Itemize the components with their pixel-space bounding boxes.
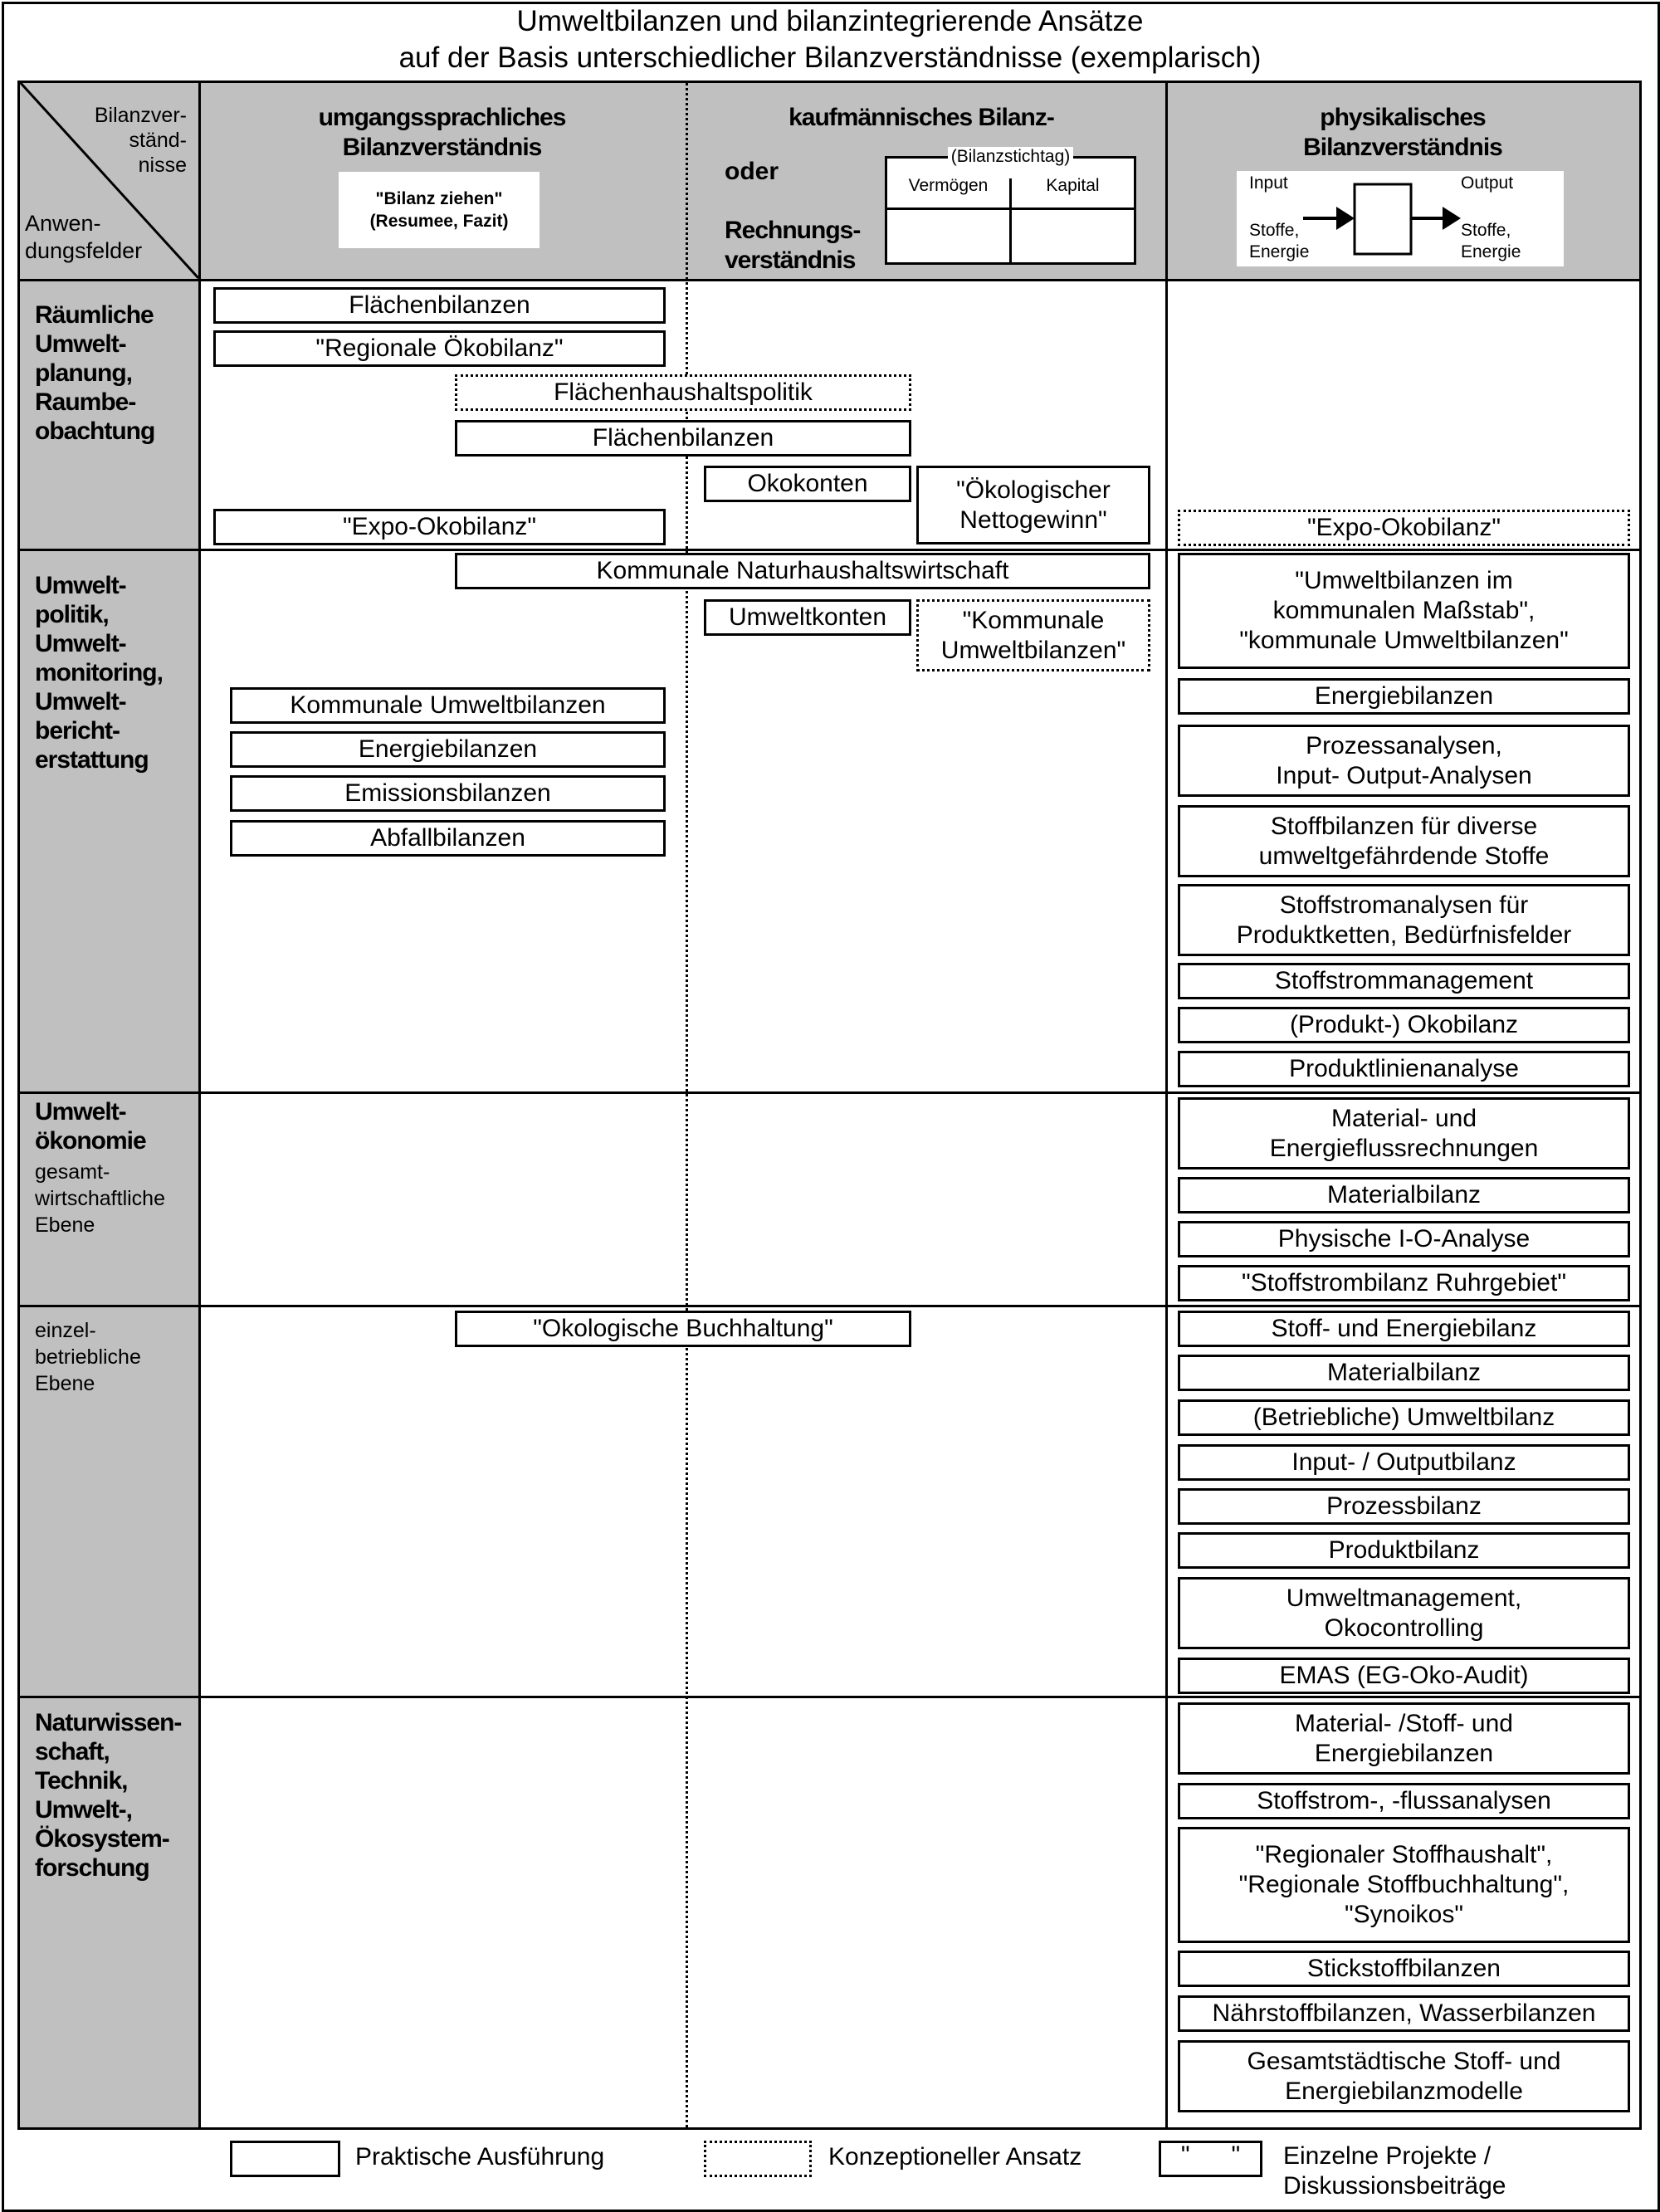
box-text-line: Prozessbilanz	[1326, 1492, 1482, 1520]
legend-quotes-line: Einzelne Projekte /	[1283, 2142, 1492, 2170]
box-text-line: Abfallbilanzen	[370, 824, 525, 852]
box-text-line: umweltgefährdende Stoffe	[1258, 842, 1550, 870]
box-materialbilanz-betrieb	[1178, 1355, 1630, 1391]
box-text-line: Materialbilanz	[1326, 1181, 1482, 1209]
row-label-line: Naturwissen-	[35, 1709, 182, 1736]
box-text-line: Energieflussrechnungen	[1269, 1134, 1539, 1162]
box-regionaler-stoffhaushalt	[1178, 1827, 1630, 1943]
row-label-line: bericht-	[35, 717, 120, 745]
output-stoffe-line: Stoffe,	[1461, 221, 1511, 240]
row-sub-gesamtwirtschaftlich	[35, 1159, 165, 1238]
box-energiebilanzen-left	[230, 731, 666, 768]
row-label-line: Umwelt-	[35, 1098, 126, 1126]
row-label-umweltoekonomie	[35, 1097, 146, 1155]
row-label-line: monitoring,	[35, 659, 163, 686]
row-sub-line: einzel-	[35, 1319, 96, 1342]
row-label-line: Raumbe-	[35, 388, 136, 416]
table-right-line	[1639, 81, 1642, 2130]
box-text-line: "Umweltbilanzen im	[1295, 567, 1513, 594]
process-input-stoffe	[1249, 220, 1309, 263]
box-text-line: Energiebilanzen	[358, 735, 538, 763]
output-stoffe-line: Energie	[1461, 242, 1521, 261]
title-line-1: Umweltbilanzen und bilanzintegrierende Ansätze	[516, 5, 1144, 37]
column-divider-physical	[1165, 81, 1168, 2130]
box-expo-okobilanz-dotted	[1178, 510, 1630, 546]
box-produkt-okobilanz	[1178, 1007, 1630, 1043]
col3-title-line: physikalisches	[1320, 104, 1486, 131]
box-stoffbilanzen	[1178, 805, 1630, 877]
row-label-line: planung,	[35, 359, 132, 387]
corner-bottom-line: dungsfelder	[25, 238, 143, 263]
row-label-line: Räumliche	[35, 301, 154, 329]
row-label-line: erstattung	[35, 746, 149, 774]
row-label-line: Technik,	[35, 1767, 128, 1795]
box-umweltbilanzen-kommunal	[1178, 553, 1630, 669]
col1-title-line: Bilanzverständnis	[342, 134, 542, 161]
box-text-line: "Regionaler Stoffhaushalt",	[1255, 1841, 1553, 1868]
row-label-line: politik,	[35, 601, 109, 628]
col1-note-box	[339, 172, 540, 248]
title-line-2: auf der Basis unterschiedlicher Bilanzverständnisse (exemplarisch)	[398, 42, 1262, 74]
row-sub-line: betriebliche	[35, 1345, 141, 1369]
legend-quotes-label	[1283, 2141, 1506, 2201]
box-oekologischer-nettogewinn	[916, 466, 1150, 544]
box-kommunale-naturhaushaltswirtschaft	[455, 553, 1150, 589]
stichtag-label: (Bilanzstichtag)	[948, 147, 1074, 166]
box-text-line: Produktketten, Bedürfnisfelder	[1236, 920, 1572, 949]
box-stoff-energiebilanz	[1178, 1311, 1630, 1347]
corner-bottom-line: Anwen-	[25, 211, 101, 236]
box-text-line: (Betriebliche) Umweltbilanz	[1252, 1404, 1555, 1431]
box-flaechenbilanzen-2	[455, 420, 911, 457]
row-label-naturwissenschaft	[35, 1708, 181, 1882]
box-text-line: Umweltkonten	[728, 603, 887, 631]
input-stoffe-line: Energie	[1249, 242, 1310, 261]
box-okokonten	[704, 466, 911, 502]
box-text-line: Input- Output-Analysen	[1276, 761, 1532, 789]
box-text-line: Okokonten	[747, 470, 868, 497]
row-sub-einzelbetrieblich	[35, 1317, 141, 1397]
box-text-line: Physische I-O-Analyse	[1277, 1225, 1531, 1252]
box-text-line: Kommunale Naturhaushaltswirtschaft	[596, 557, 1009, 584]
box-text-line: (Produkt-) Okobilanz	[1289, 1011, 1519, 1038]
box-stickstoffbilanzen	[1178, 1951, 1630, 1987]
box-text-line: Nettogewinn"	[959, 505, 1107, 534]
box-text-line: EMAS (EG-Oko-Audit)	[1279, 1662, 1529, 1689]
t-account-stichtag	[885, 147, 1136, 167]
col3-header-title	[1212, 103, 1594, 163]
box-okologische-buchhaltung	[455, 1311, 911, 1347]
box-emissionsbilanzen	[230, 775, 666, 812]
box-text-line: Material- /Stoff- und	[1295, 1709, 1513, 1737]
row-label-line: Umwelt-	[35, 630, 126, 657]
row-label-line: Umwelt-	[35, 330, 126, 358]
box-input-outputbilanz	[1178, 1444, 1630, 1481]
box-abfallbilanzen	[230, 820, 666, 857]
box-energiebilanzen-right	[1178, 678, 1630, 715]
box-flaechenbilanzen	[213, 287, 666, 324]
row-label-line: schaft,	[35, 1738, 110, 1765]
box-text-line: Flächenhaushaltspolitik	[554, 378, 813, 406]
box-text-line: "Regionale Ökobilanz"	[315, 334, 564, 362]
row-label-umweltpolitik	[35, 571, 163, 774]
box-text-line: Input- / Outputbilanz	[1291, 1448, 1516, 1476]
box-text-line: Produktlinienanalyse	[1289, 1055, 1519, 1082]
box-umweltkonten	[704, 599, 911, 636]
box-produktlinienanalyse	[1178, 1051, 1630, 1087]
box-text-line: "Kommunale	[962, 606, 1105, 634]
table-bottom-line	[18, 2127, 1641, 2130]
input-stoffe-line: Stoffe,	[1249, 221, 1300, 240]
box-text-line: "Ökologischer	[956, 476, 1111, 504]
box-prozessbilanz	[1178, 1488, 1630, 1525]
box-naehrstoffbilanzen	[1178, 1995, 1630, 2032]
row-label-line: Umwelt-,	[35, 1796, 133, 1824]
box-text-line: Emissionsbilanzen	[344, 779, 551, 807]
box-text-line: Energiebilanzmodelle	[1285, 2077, 1523, 2105]
box-text-line: Energiebilanzen	[1314, 1739, 1494, 1767]
process-output-label: Output	[1461, 173, 1514, 193]
box-text-line: "Regionale Stoffbuchhaltung",	[1238, 1871, 1570, 1898]
box-text-line: Produktbilanz	[1328, 1536, 1480, 1564]
box-text-line: Flächenbilanzen	[592, 424, 774, 452]
legend-solid-label: Praktische Ausführung	[355, 2143, 605, 2170]
col1-note-line: "Bilanz ziehen"	[375, 189, 503, 208]
t-account-kapital: Kapital	[1046, 176, 1100, 195]
legend-quotes-swatch: " "	[1159, 2141, 1262, 2177]
process-flow-diagram	[1303, 178, 1469, 261]
box-stoffstrommanagement	[1178, 963, 1630, 999]
box-text-line: "Synoikos"	[1344, 1901, 1464, 1928]
box-text-line: Kommunale Umweltbilanzen	[290, 691, 606, 719]
col2-rechnung-label	[725, 216, 860, 276]
row-separator-4	[18, 1696, 1641, 1698]
row-sub-line: Ebene	[35, 1213, 95, 1237]
box-kommunale-umweltbilanzen-dotted	[916, 599, 1150, 671]
box-text-line: Umweltmanagement,	[1286, 1584, 1522, 1612]
col2-rechnung-line: Rechnungs-	[725, 217, 861, 244]
row-separator-2	[18, 1091, 1641, 1094]
box-text-line: Nährstoffbilanzen, Wasserbilanzen	[1212, 2000, 1596, 2027]
box-expo-okobilanz	[213, 509, 666, 545]
box-text-line: "Expo-Okobilanz"	[342, 513, 537, 540]
row-label-line: ökonomie	[35, 1127, 146, 1155]
box-text-line: Umweltbilanzen"	[940, 636, 1126, 664]
box-regionale-oekobilanz	[213, 330, 666, 367]
row-label-line: Umwelt-	[35, 688, 126, 715]
box-text-line: Okocontrolling	[1324, 1614, 1484, 1642]
box-stoffstromanalysen	[1178, 884, 1630, 956]
box-text-line: Stoffstrom-, -flussanalysen	[1257, 1787, 1551, 1814]
box-emas	[1178, 1658, 1630, 1694]
process-output-stoffe	[1461, 220, 1521, 263]
row-separator-1	[18, 549, 1641, 551]
col1-header-title	[249, 103, 635, 163]
box-produktbilanz	[1178, 1532, 1630, 1569]
box-kommunale-umweltbilanzen	[230, 687, 666, 724]
legend-dotted-label: Konzeptioneller Ansatz	[828, 2143, 1082, 2170]
col2-rechnung-line: verständnis	[725, 247, 856, 274]
box-prozessanalysen	[1178, 725, 1630, 797]
box-text-line: Materialbilanz	[1326, 1359, 1482, 1386]
process-input-label: Input	[1249, 173, 1288, 193]
box-text-line: Material- und	[1330, 1104, 1477, 1132]
box-text-line: Stoff- und Energiebilanz	[1271, 1315, 1537, 1342]
row-label-line: Umwelt-	[35, 572, 126, 599]
box-betriebliche-umweltbilanz	[1178, 1399, 1630, 1436]
corner-top-line: Bilanzver-	[94, 104, 187, 127]
box-material-energieflussrechnungen	[1178, 1097, 1630, 1169]
box-text-line: Stickstoffbilanzen	[1307, 1955, 1501, 1982]
col2-oder-label: oder	[725, 158, 779, 185]
box-text-line: "kommunale Umweltbilanzen"	[1239, 627, 1569, 654]
corner-bottom-label	[25, 210, 142, 265]
row-sub-line: gesamt-	[35, 1160, 110, 1184]
row-sub-line: wirtschaftliche	[35, 1187, 165, 1210]
t-account-vermoegen: Vermögen	[908, 176, 989, 195]
box-physische-io-analyse	[1178, 1221, 1630, 1257]
row-label-raumplanung	[35, 300, 154, 446]
col2-header-title: kaufmännisches Bilanz-	[788, 104, 1054, 131]
box-text-line: Prozessanalysen,	[1306, 731, 1502, 759]
box-stoffstrombilanz-ruhrgebiet	[1178, 1265, 1630, 1301]
legend-dotted-swatch	[704, 2141, 812, 2177]
box-text-line: "Expo-Okobilanz"	[1306, 514, 1501, 541]
table-top-line	[18, 81, 1641, 83]
box-gesamtstaedtische-modelle	[1178, 2040, 1630, 2112]
row-label-line: obachtung	[35, 417, 155, 445]
row-label-divider	[198, 81, 201, 2130]
box-flaechenhaushaltspolitik	[455, 374, 911, 411]
box-text-line: Flächenbilanzen	[349, 291, 530, 319]
box-materialbilanz	[1178, 1177, 1630, 1213]
box-stoffstrom-flussanalysen	[1178, 1783, 1630, 1819]
box-text-line: Energiebilanzen	[1314, 682, 1494, 710]
legend-solid-swatch	[230, 2141, 340, 2177]
col3-title-line: Bilanzverständnis	[1303, 134, 1502, 161]
row-label-line: forschung	[35, 1854, 149, 1882]
corner-top-line: nisse	[138, 154, 187, 177]
box-text-line: kommunalen Maßstab",	[1272, 597, 1536, 624]
legend-quotes-line: Diskussionsbeiträge	[1283, 2172, 1506, 2200]
box-text-line: Stoffbilanzen für diverse	[1270, 812, 1538, 840]
corner-top-line: ständ-	[129, 129, 187, 152]
row-label-line: Ökosystem-	[35, 1825, 169, 1853]
box-material-stoff-energiebilanzen	[1178, 1702, 1630, 1775]
box-text-line: Stoffstrommanagement	[1274, 967, 1534, 994]
box-text-line: "Stoffstrombilanz Ruhrgebiet"	[1242, 1269, 1566, 1296]
box-text-line: Gesamtstädtische Stoff- und	[1247, 2047, 1561, 2075]
header-separator	[18, 279, 1641, 281]
row-sub-line: Ebene	[35, 1372, 95, 1395]
col1-title-line: umgangssprachliches	[318, 104, 566, 131]
corner-top-label	[83, 103, 187, 178]
box-text-line: Stoffstromanalysen für	[1279, 891, 1529, 919]
table-left-line	[17, 81, 20, 2130]
col1-note-line: (Resumee, Fazit)	[369, 212, 509, 231]
box-umweltmanagement	[1178, 1577, 1630, 1649]
row-separator-3	[18, 1305, 1641, 1307]
box-text-line: "Okologische Buchhaltung"	[533, 1315, 833, 1342]
